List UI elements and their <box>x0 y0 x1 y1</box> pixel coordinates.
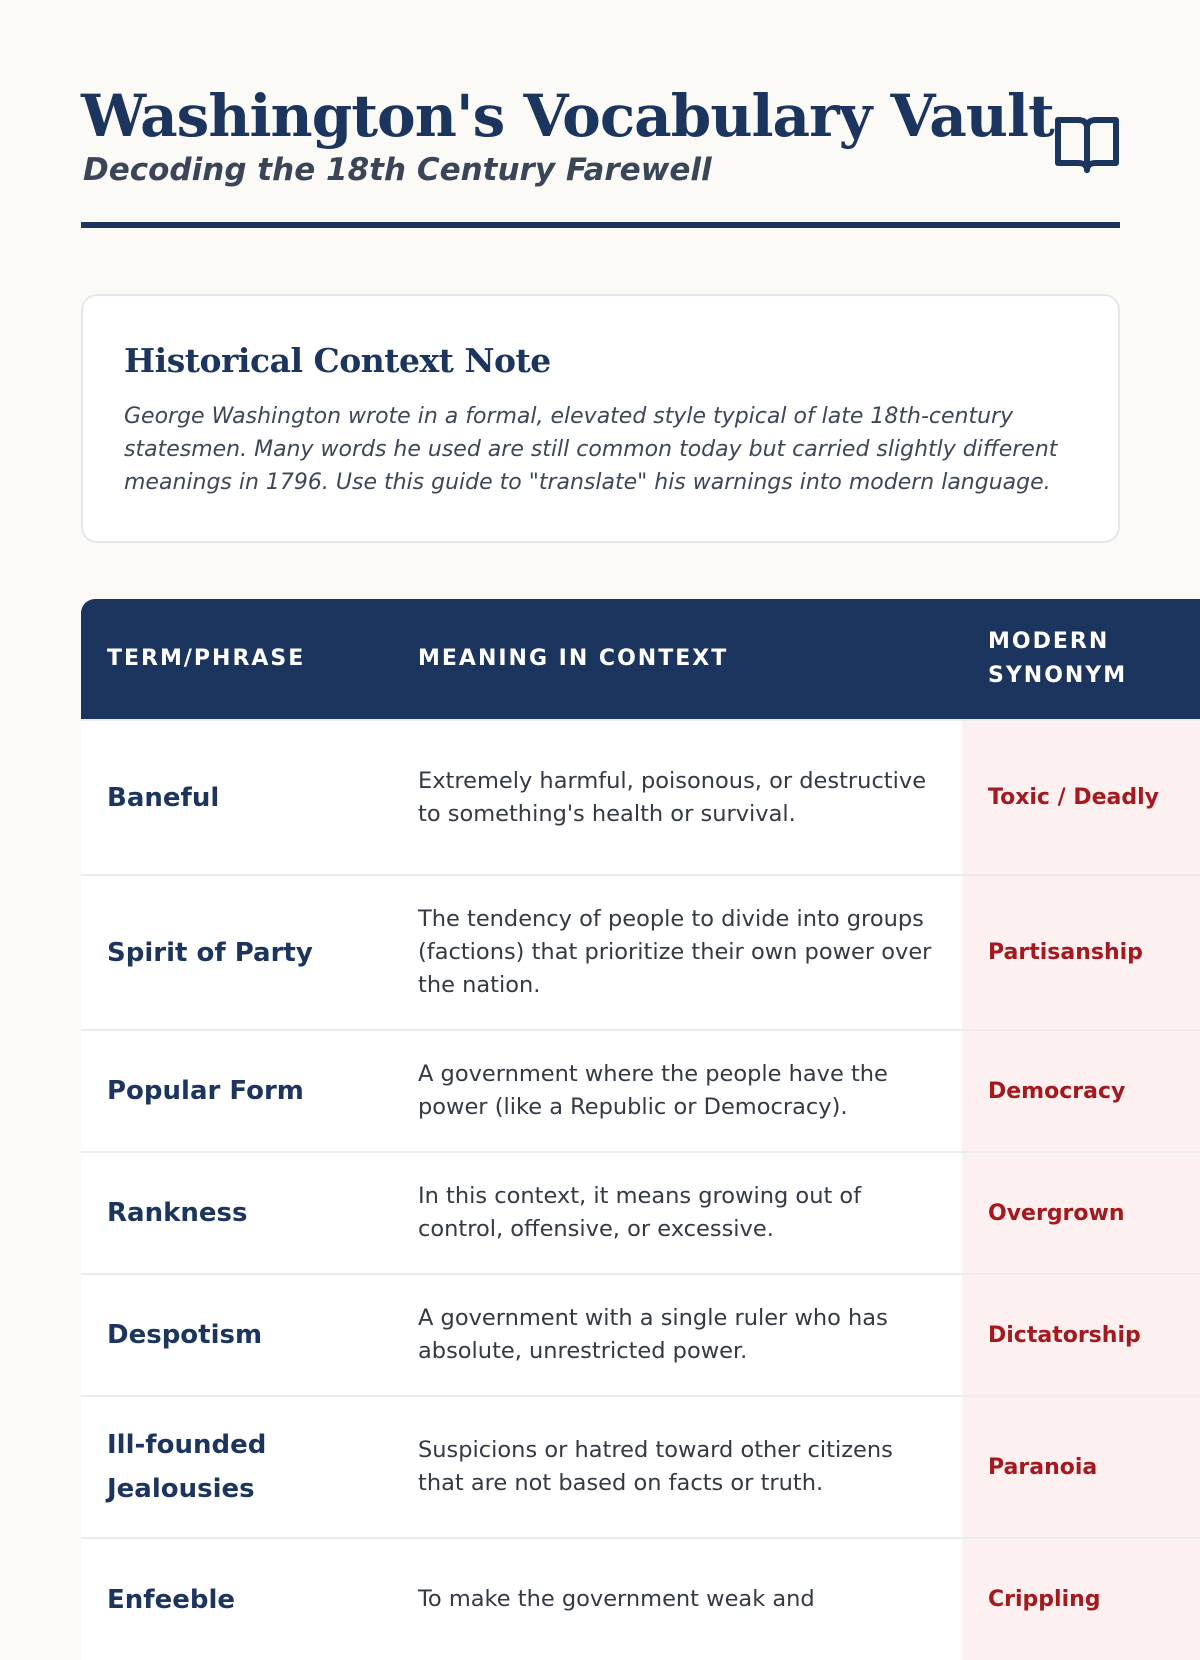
term-cell: Ill-founded Jealousies <box>81 1396 392 1538</box>
meaning-cell: Suspicions or hatred toward other citizens that are not based on facts or truth. <box>392 1396 962 1538</box>
synonym-cell: Democracy <box>962 1030 1200 1152</box>
synonym-cell: Dictatorship <box>962 1274 1200 1396</box>
meaning-cell: In this context, it means growing out of control, offensive, or excessive. <box>392 1152 962 1274</box>
term-cell: Popular Form <box>81 1030 392 1152</box>
open-book-icon <box>1054 114 1120 176</box>
vocabulary-table <box>81 599 1200 1660</box>
table-header-row <box>81 599 1200 720</box>
synonym-cell: Overgrown <box>962 1152 1200 1274</box>
meaning-cell: A government where the people have the power (like a Republic or Democracy). <box>392 1030 962 1152</box>
term-cell: Rankness <box>81 1152 392 1274</box>
note-text: George Washington wrote in a formal, elevated style typical of late 18th-century statesmen. Many words he used are still common today but carried slightly different meanings in 1796. Use this guide to "translate" his warnings into modern language. <box>124 404 1058 495</box>
page-subtitle: Decoding the 18th Century Farewell <box>83 152 712 188</box>
table-row <box>81 1152 1200 1274</box>
table-row <box>81 1396 1200 1538</box>
synonym-cell: Partisanship <box>962 875 1200 1030</box>
meaning-cell: Extremely harmful, poisonous, or destructive to something's health or survival. <box>392 720 962 875</box>
column-header-meaning: MEANING IN CONTEXT <box>392 599 962 720</box>
column-header-term: TERM/PHRASE <box>81 599 392 720</box>
table-row <box>81 1274 1200 1396</box>
term-cell: Despotism <box>81 1274 392 1396</box>
term-cell: Baneful <box>81 720 392 875</box>
synonym-cell: Toxic / Deadly <box>962 720 1200 875</box>
table-row <box>81 1538 1200 1660</box>
page-header <box>81 0 1120 228</box>
meaning-cell: The tendency of people to divide into groups (factions) that prioritize their own power over the nation. <box>392 875 962 1030</box>
column-header-synonym: MODERN SYNONYM <box>962 599 1200 720</box>
table-row <box>81 875 1200 1030</box>
table-row <box>81 720 1200 875</box>
page-title: Washington's Vocabulary Vault <box>81 82 1054 150</box>
meaning-cell: To make the government weak and <box>392 1538 962 1660</box>
meaning-cell: A government with a single ruler who has absolute, unrestricted power. <box>392 1274 962 1396</box>
note-title: Historical Context Note <box>124 341 551 380</box>
term-cell: Enfeeble <box>81 1538 392 1660</box>
historical-context-note <box>81 294 1120 543</box>
page <box>81 0 1159 1615</box>
synonym-cell: Crippling <box>962 1538 1200 1660</box>
synonym-cell: Paranoia <box>962 1396 1200 1538</box>
term-cell: Spirit of Party <box>81 875 392 1030</box>
table-row <box>81 1030 1200 1152</box>
